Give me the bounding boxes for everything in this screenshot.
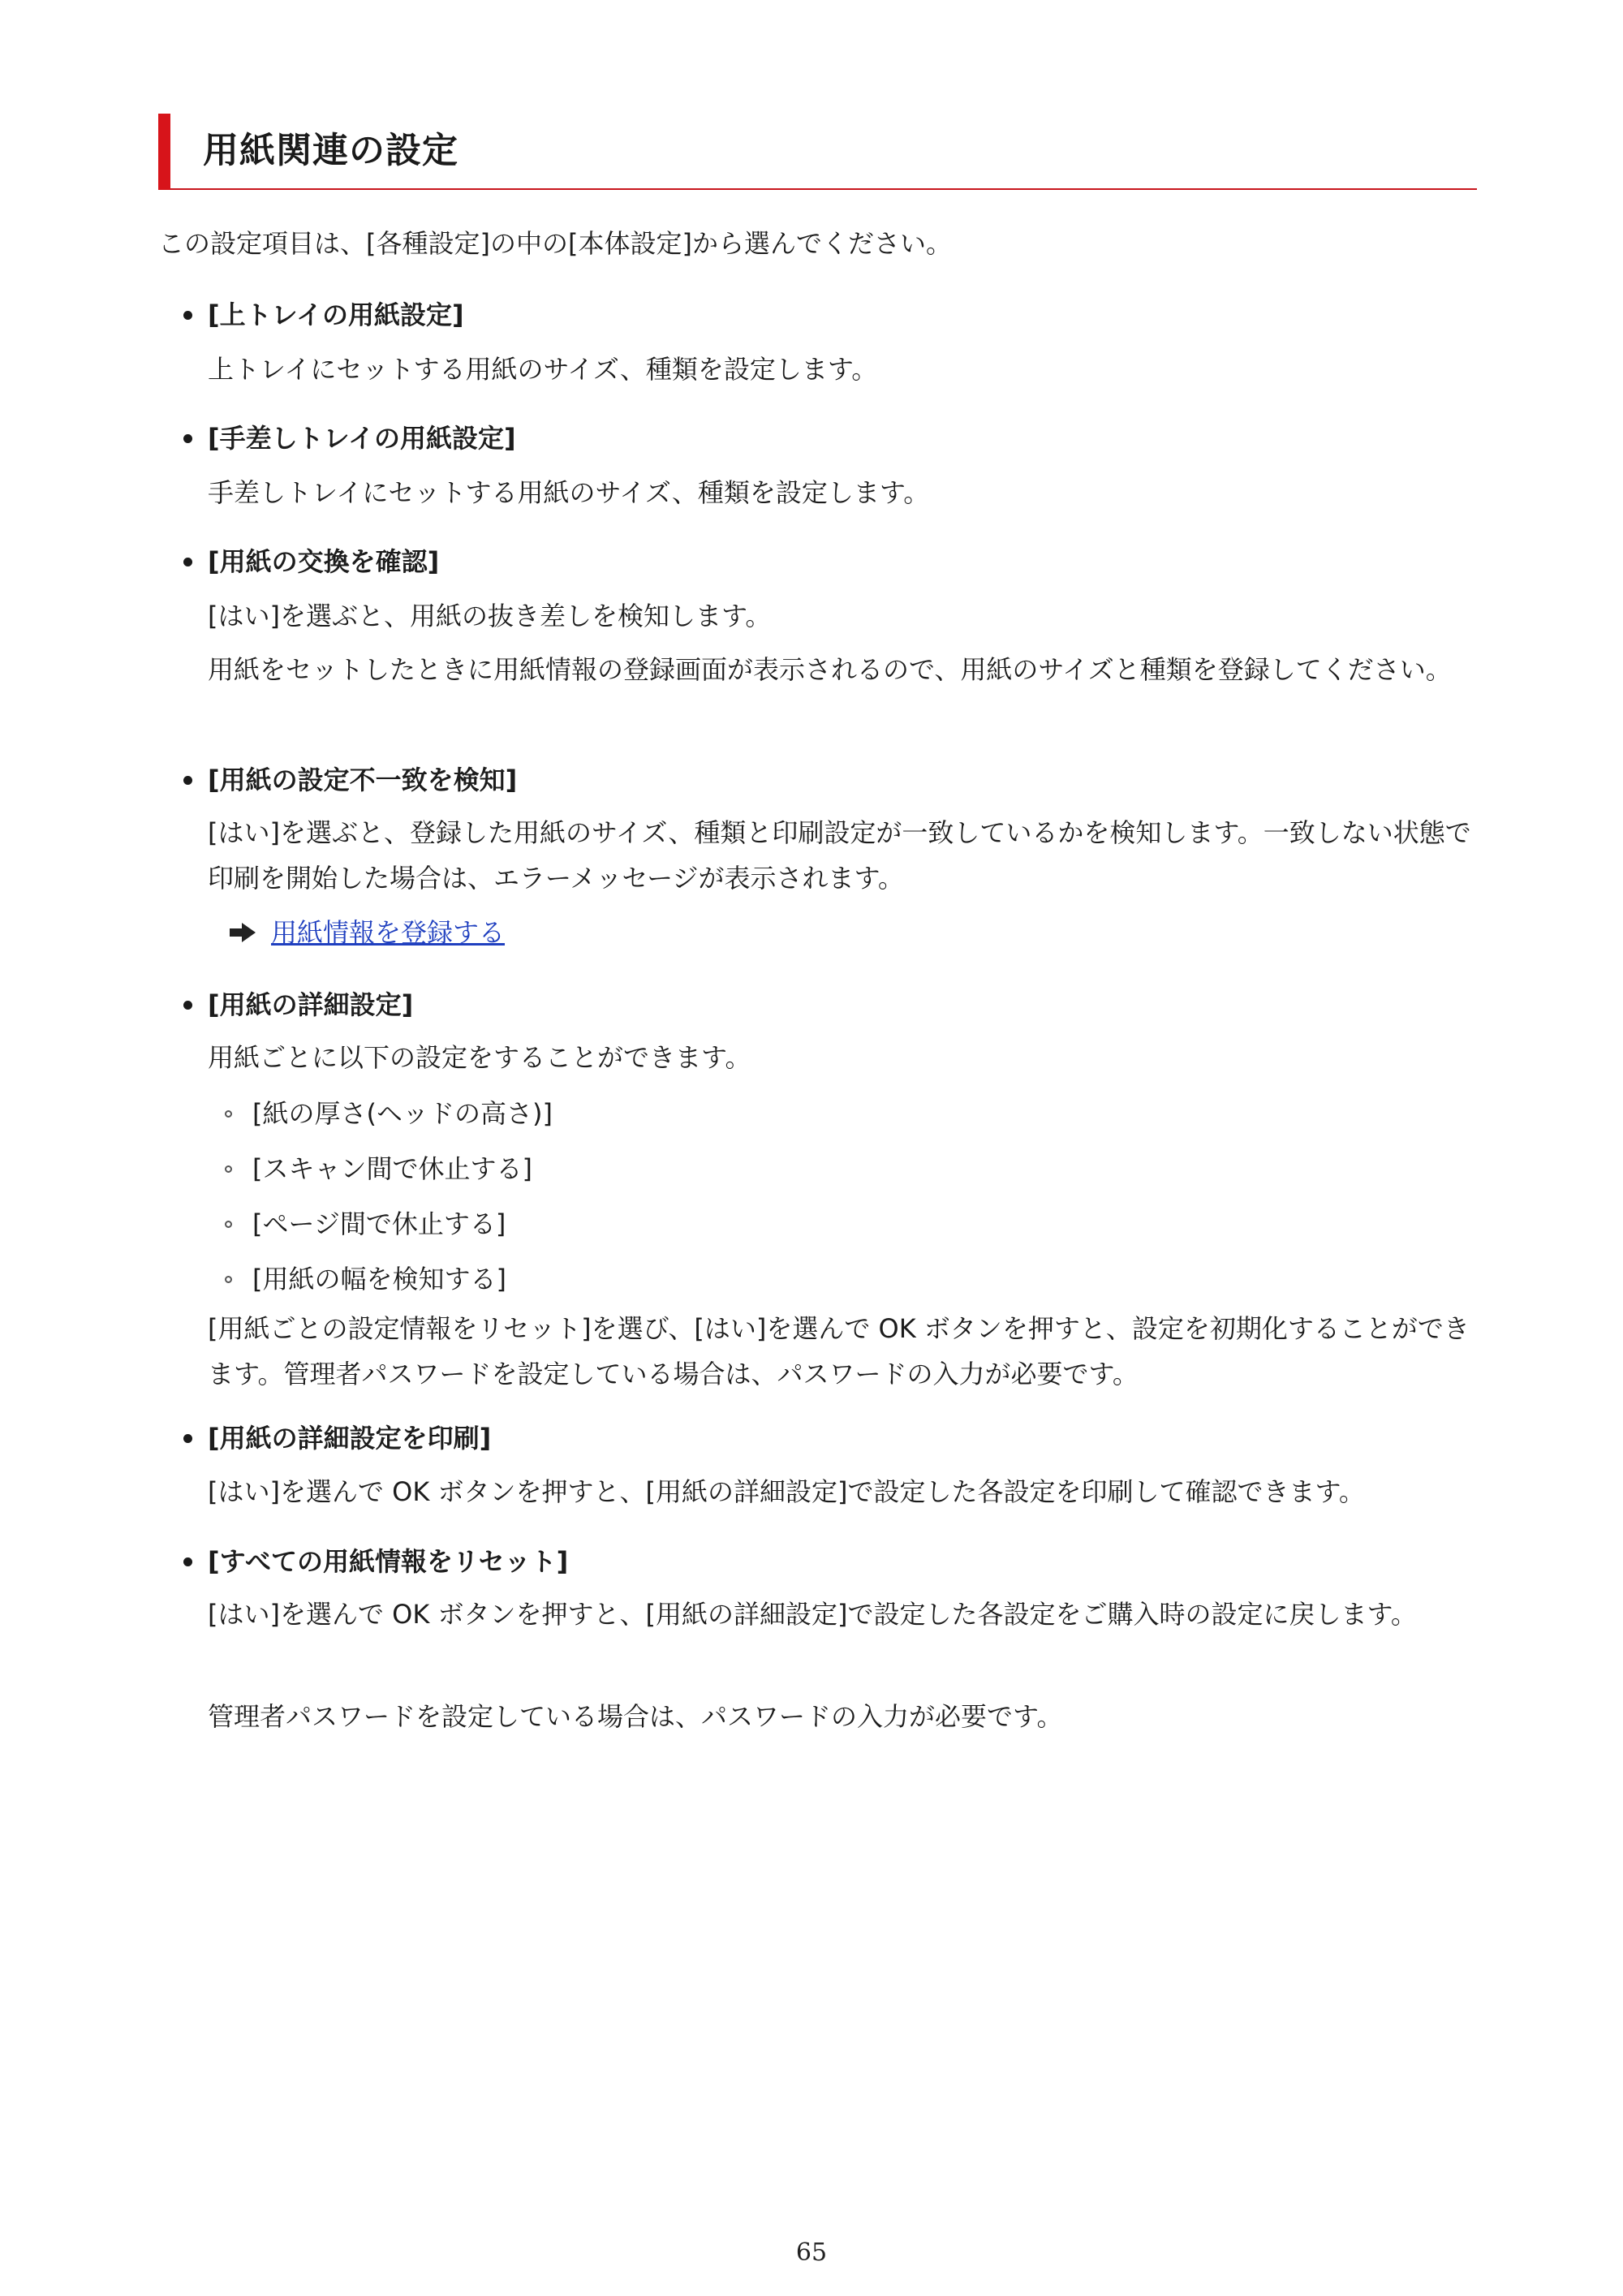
bullet-icon	[183, 1001, 192, 1010]
item-body-manual-tray: 手差しトレイにセットする用紙のサイズ、種類を設定します。	[208, 477, 930, 508]
item-body-reset-all-1: [はい]を選んで OK ボタンを押すと、[用紙の詳細設定]で設定した各設定をご購入時の設定に戻します。	[208, 1599, 1417, 1630]
item-body-upper-tray: 上トレイにセットする用紙のサイズ、種類を設定します。	[208, 354, 878, 385]
bullet-icon	[183, 1434, 192, 1443]
sub-item-scan-pause: [スキャン間で休止する]	[252, 1153, 532, 1184]
item-body-print-details: [はい]を選んで OK ボタンを押すと、[用紙の詳細設定]で設定した各設定を印刷して確認できます。	[208, 1476, 1365, 1507]
right-arrow-icon	[229, 922, 256, 943]
sub-bullet-icon	[225, 1276, 232, 1283]
page-title: 用紙関連の設定	[203, 130, 458, 171]
sub-bullet-icon	[225, 1110, 232, 1118]
sub-item-width-detect: [用紙の幅を検知する]	[252, 1264, 506, 1294]
sub-item-thickness: [紙の厚さ(ヘッドの高さ)]	[252, 1098, 553, 1129]
bullet-icon	[183, 311, 192, 320]
item-title-detail-settings: [用紙の詳細設定]	[208, 989, 414, 1020]
sub-item-page-pause: [ページ間で休止する]	[252, 1208, 506, 1239]
bullet-icon	[183, 1557, 192, 1566]
bullet-icon	[183, 434, 192, 443]
item-body-paper-change-1: [はい]を選ぶと、用紙の抜き差しを検知します。	[208, 601, 772, 631]
sub-bullet-icon	[225, 1221, 232, 1228]
bullet-icon	[183, 558, 192, 566]
sub-bullet-icon	[225, 1165, 232, 1173]
item-body-mismatch: [はい]を選ぶと、登録した用紙のサイズ、種類と印刷設定が一致しているかを検知します。一致しない状態で印刷を開始した場合は、エラーメッセージが表示されます。	[208, 817, 1471, 894]
item-title-upper-tray: [上トレイの用紙設定]	[208, 299, 464, 330]
item-title-manual-tray: [手差しトレイの用紙設定]	[208, 423, 516, 454]
item-title-mismatch: [用紙の設定不一致を検知]	[208, 765, 518, 795]
section-heading	[158, 114, 1477, 190]
page-number: 65	[795, 2238, 828, 2267]
intro-text: この設定項目は、[各種設定]の中の[本体設定]から選んでください。	[158, 228, 952, 259]
register-paper-info-link[interactable]: 用紙情報を登録する	[271, 917, 506, 948]
item-title-reset-all: [すべての用紙情報をリセット]	[208, 1546, 569, 1577]
bullet-icon	[183, 776, 192, 785]
heading-accent-bar	[158, 114, 170, 190]
item-body-paper-change-2: 用紙をセットしたときに用紙情報の登録画面が表示されるので、用紙のサイズと種類を登録してください。	[208, 654, 1452, 685]
item-title-paper-change: [用紙の交換を確認]	[208, 546, 440, 577]
item-note-detail-settings: [用紙ごとの設定情報をリセット]を選び、[はい]を選んで OK ボタンを押すと、設定を初期化することができます。管理者パスワードを設定している場合は、パスワードの入力が必要です。	[208, 1313, 1470, 1389]
item-body-reset-all-2: 管理者パスワードを設定している場合は、パスワードの入力が必要です。	[208, 1701, 1063, 1732]
item-title-print-details: [用紙の詳細設定を印刷]	[208, 1423, 492, 1454]
item-body-detail-settings: 用紙ごとに以下の設定をすることができます。	[208, 1042, 751, 1073]
